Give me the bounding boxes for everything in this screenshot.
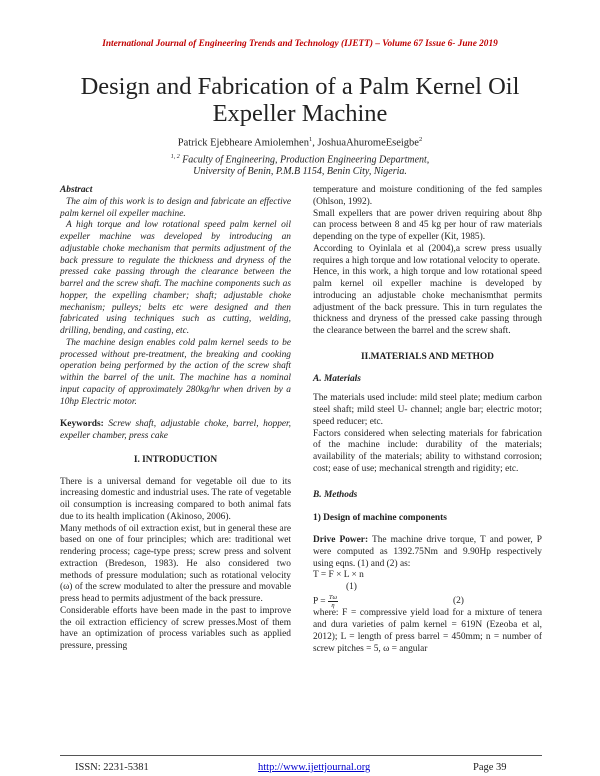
author-2-sup: 2 [418,136,423,143]
intro-paragraph: Considerable efforts have been made in the past to improve the oil extraction efficiency of screw presses.Most of them have an optimization of process variables such as applied pressure, pressing [60,605,291,651]
drive-power-label: Drive Power: [313,535,369,545]
title-line-1: Design and Fabrication of a Palm Kernel Oil [80,73,520,100]
abstract-paragraph: A high torque and low rotational speed palm kernel oil expeller machine was developed by introducing an adjustable choke mechanism that permits adjustment of the back pressure to regulate the thickness and dryness of the pressed cake passing through the clearance between the barrel and the screw shaft. The machine components such as hopper, the expelling chamber; shaft; adjustable choke mechanism; pulleys; belts etc were designed and then fabricated using techniques such as cutting, welding, drilling, bending, and casting, etc. [60,220,291,336]
keywords [60,419,291,443]
equation-1 [313,570,542,582]
equation-2 [313,594,542,608]
keywords-label: Keywords: [60,419,104,430]
materials-paragraph: Factors considered when selecting materials for fabrication of the machine include: durability of the materials; availability of the materials; ability to withstand corrosion; cost; ease of use; mechanical strength and rigidity; etc. [313,428,542,474]
equation-2-number: (2) [453,596,464,607]
author-line [0,136,600,149]
equation-2-fraction [328,594,338,609]
intro-paragraph: Many methods of oil extraction exist, but in general these are based on one of four principles; which are: traditional wet rendering process; cage-type press; screw press and solvent extraction (Bredeson, 1983). He also considered two methods of pressure modulation; such as rotational velocity (ω) of the screw modulated to alter the pressure and movable press head to permits adjustment of the back pressure. [60,523,291,604]
intro-paragraph: There is a universal demand for vegetable oil due to its increasing domestic and industrial uses. The rate of vegetable oil consumption is increasing compared to both animal fats due to its health implication (Akinoso, 2006). [60,476,291,522]
footer-issn: ISSN: 2231-5381 [75,762,149,773]
footer-page-number: Page 39 [473,762,507,773]
equation-2-lhs: P = [313,596,328,607]
abstract-body [60,197,291,409]
affiliation [0,151,600,178]
subsection-heading-methods: B. Methods [313,489,358,500]
intro-paragraph: According to Oyinlala et al (2004),a screw press usually requires a high torque and low rotational velocity to operate. [313,243,542,266]
footer-journal-link[interactable]: http://www.ijettjournal.org [258,762,371,773]
affiliation-line-1 [0,151,600,166]
materials-paragraph: The materials used include: mild steel plate; medium carbon steel shaft; mild steel U- channel; angle bar; electric motor; speed reducer; etc. [313,393,542,427]
right-column [313,185,542,655]
author-1: Patrick Ejebheare Amiolemhen [177,137,309,149]
paper-title [60,73,540,127]
author-2: JoshuaAhuromeEseigbe [317,137,419,149]
title-line-2: Expeller Machine [212,100,388,127]
methods-paragraph [313,535,542,570]
keywords-text: Screw shaft, adjustable choke, barrel, hopper, expeller chamber, press cake [60,419,291,441]
intro-paragraph: Hence, in this work, a high torque and low rotational speed palm kernel oil expeller machine is developed by introducing an adjustable choke mechanismthat permits adjustment of the back pressure. This in turn regulates the thickness and dryness of the pressed cake passing through the clearance between the barrel and the screw shaft. [313,267,542,336]
equation-1-body: T = F × L × n [313,570,364,581]
author-1-sup: 1 [308,136,313,143]
equation-1-number: (1) [346,582,357,593]
footer-divider [60,755,542,756]
affiliation-line-1-text: Faculty of Engineering, Production Engineering Department, [179,154,430,166]
drive-power-text: The machine drive torque, T and power, P were computed as 1392.75Nm and 9.90Hp respectively using eqns. (1) and (2) as: [313,535,542,569]
intro-paragraph: Small expellers that are power driven requiring about 8hp can process between 8 and 45 kg per hour of raw materials depending on the type of expeller (Kit, 1985). [313,208,542,242]
equation-1-number-row [313,582,542,594]
subsubsection-heading-design: 1) Design of machine components [313,513,447,524]
affiliation-line-2: University of Benin, P.M.B 1154, Benin City, Nigeria. [193,166,407,178]
left-column [60,185,291,653]
section-heading-introduction: I. INTRODUCTION [133,454,218,465]
intro-paragraph: temperature and moisture conditioning of the fed samples (Ohlson, 1992). [313,185,542,207]
author-separator: , [312,137,318,149]
abstract-paragraph: The machine design enables cold palm kernel seeds to be processed without pre-treatment, the breaking and cooking operation being performed by the action of the screw shaft within the barrel of the unit. The machine has a nominal input capacity of approximately 280kg/hr when driven by a 10hp Electric motor. [60,337,291,407]
equation-2-denominator: η [331,602,335,610]
methods-paragraph: where: F = compressive yield load for a mixture of tenera and dura varieties of palm kernel = 619N (Ezeoba et al, 2012); L = length of press barrel = 450mm; n = number of screw pitches = 5, ω = angular [313,608,542,654]
section-heading-materials: II.MATERIALS AND METHOD [361,351,494,362]
abstract-heading: Abstract [60,185,93,195]
journal-header: International Journal of Engineering Trends and Technology (IJETT) – Volume 67 Issue 6- June 2019 [102,39,498,49]
affiliation-sup: 1, 2 [170,154,180,160]
abstract-paragraph: The aim of this work is to design and fabricate an effective palm kernel oil expeller machine. [60,196,291,219]
equation-2-numerator: Tω [328,594,338,602]
subsection-heading-materials: A. Materials [313,373,361,384]
